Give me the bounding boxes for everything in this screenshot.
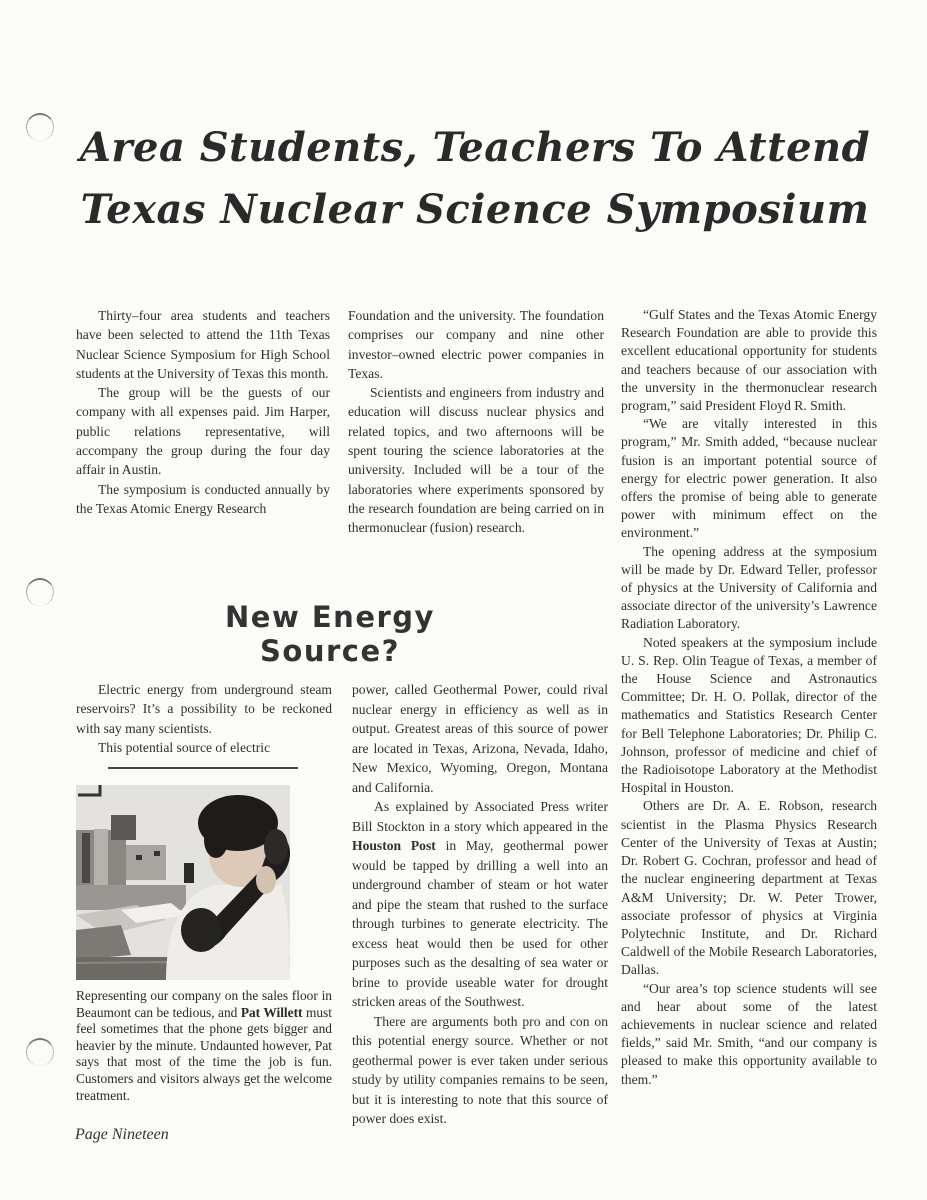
paragraph: “Gulf States and the Texas Atomic Energy Research Foundation are able to provide this excellent educational opportunity for students and teachers because of our association with the unversity in the thermonuclear research program,” said President Floyd R. Smith. — [621, 307, 877, 414]
paragraph: The group will be the guests of our company with all expenses paid. Jim Harper, public relations representative, will accompany the group during the four day affair in Austin. — [76, 385, 330, 478]
binder-hole-bottom — [26, 1038, 54, 1066]
article2-column-2 — [352, 680, 608, 1129]
paragraph: The symposium is conducted annually by the Texas Atomic Energy Research — [76, 481, 330, 516]
paragraph: power, called Geothermal Power, could rival nuclear energy in efficiency as well as in output. Greatest areas of this source of power are located in Texas, Arizona, Nevada, Idaho, New Mexico, Wyoming, Oregon, Montana and California. — [352, 682, 608, 795]
paragraph: Foundation and the university. The foundation comprises our company and nine other investor–owned electric power companies in Texas. — [348, 308, 604, 381]
paragraph: Scientists and engineers from industry and education will discuss nuclear physics and related topics, and two afternoons will be spent touring the science laboratories at the university. Included will be a tour of the laboratories where experiments sponsored by the research foundation are being carried on in thermonuclear (fusion) research. — [348, 385, 604, 536]
page-number: Page Nineteen — [75, 1126, 169, 1143]
article1-column-3 — [621, 306, 877, 1089]
paragraph: As explained by Associated Press writer Bill Stockton in a story which appeared in the Houston Post in May, geothermal power would be tapped by drilling a well into an underground chamber of steam or hot water and pipe the steam that rushed to the surface through turbines to generate electricity. The excess heat would then be used for other purposes such as the desalting of sea water or brine to provide useable water for drought stricken areas of the Southwest. — [352, 799, 609, 1009]
paragraph: There are arguments both pro and con on this potential energy source. Whether or not geothermal power is ever taken under serious study by utility companies remains to be seen, but it is interesting to note that this source of power does exist. — [352, 1013, 608, 1126]
paragraph: Noted speakers at the symposium include U. S. Rep. Olin Teague of Texas, a member of the House Science and Astronautics Committee; Dr. H. O. Pollak, director of the mathematics and Statistics Research Center for Bell Telephone Laboratories; Dr. Philip C. Johnson, professor of medicine and chief of the Radioisotope Laboratory at the Methodist Hospital in Houston. — [621, 634, 877, 796]
article2-title: New Energy Source? — [225, 600, 435, 668]
paragraph: Thirty–four area students and teachers have been selected to attend the 11th Texas Nuclear Science Symposium for High School students at the University of Texas this month. — [76, 308, 330, 381]
paragraph: The opening address at the symposium will be made by Dr. Edward Teller, professor of physics at the University of California and associate director of the university’s Lawrence Radiation Laboratory. — [621, 543, 877, 632]
divider-rule — [108, 767, 298, 769]
paragraph: “Our area’s top science students will see and hear about some of the latest achievements in nuclear science and related fields,” said Mr. Smith, “and our company is pleased to make this opportunity available to them.” — [621, 980, 877, 1087]
article1-column-1 — [76, 306, 330, 518]
headline-line-2: Texas Nuclear Science Symposium — [80, 186, 870, 233]
article2-column-1 — [76, 680, 332, 757]
photo-woman-on-phone — [76, 785, 290, 980]
paragraph: This potential source of electric — [98, 739, 271, 755]
headline-line-1: Area Students, Teachers To Attend — [79, 124, 871, 171]
caption-name: Pat Willett — [240, 1004, 303, 1020]
binder-hole-top — [26, 113, 54, 141]
paragraph: Electric energy from underground steam reservoirs? It’s a possibility to be reckoned with say many scientists. — [76, 682, 332, 736]
paragraph: Others are Dr. A. E. Robson, research scientist in the Plasma Physics Research Center of the University of Texas at Austin; Dr. Robert G. Cochran, professor and head of the nuclear engineering department at Texas A&M University; Dr. W. Peter Trower, associate professor of physics at Virginia Polytechnic Institute, and Dr. Richard Caldwell of the Mobile Research Laboratories, Dallas. — [621, 798, 877, 978]
article1-column-2 — [348, 306, 604, 538]
paragraph: “We are vitally interested in this program,” Mr. Smith added, “because nuclear fusion is an important potential source of energy for electric power generation. It also offers the promise of being able to generate power with minimum effect on the environment.” — [621, 416, 877, 541]
binder-hole-middle — [26, 578, 54, 606]
publication-name: Houston Post — [352, 838, 436, 853]
photo-illustration — [76, 785, 290, 980]
photo-caption: Representing our company on the sales floor in Beaumont can be tedious, and Pat Willett must feel sometimes that the phone gets bigger and heavier by the minute. Undaunted however, Pat says that most of the time the job is fun. Customers and visitors always get the welcome treatment. — [76, 988, 332, 1103]
